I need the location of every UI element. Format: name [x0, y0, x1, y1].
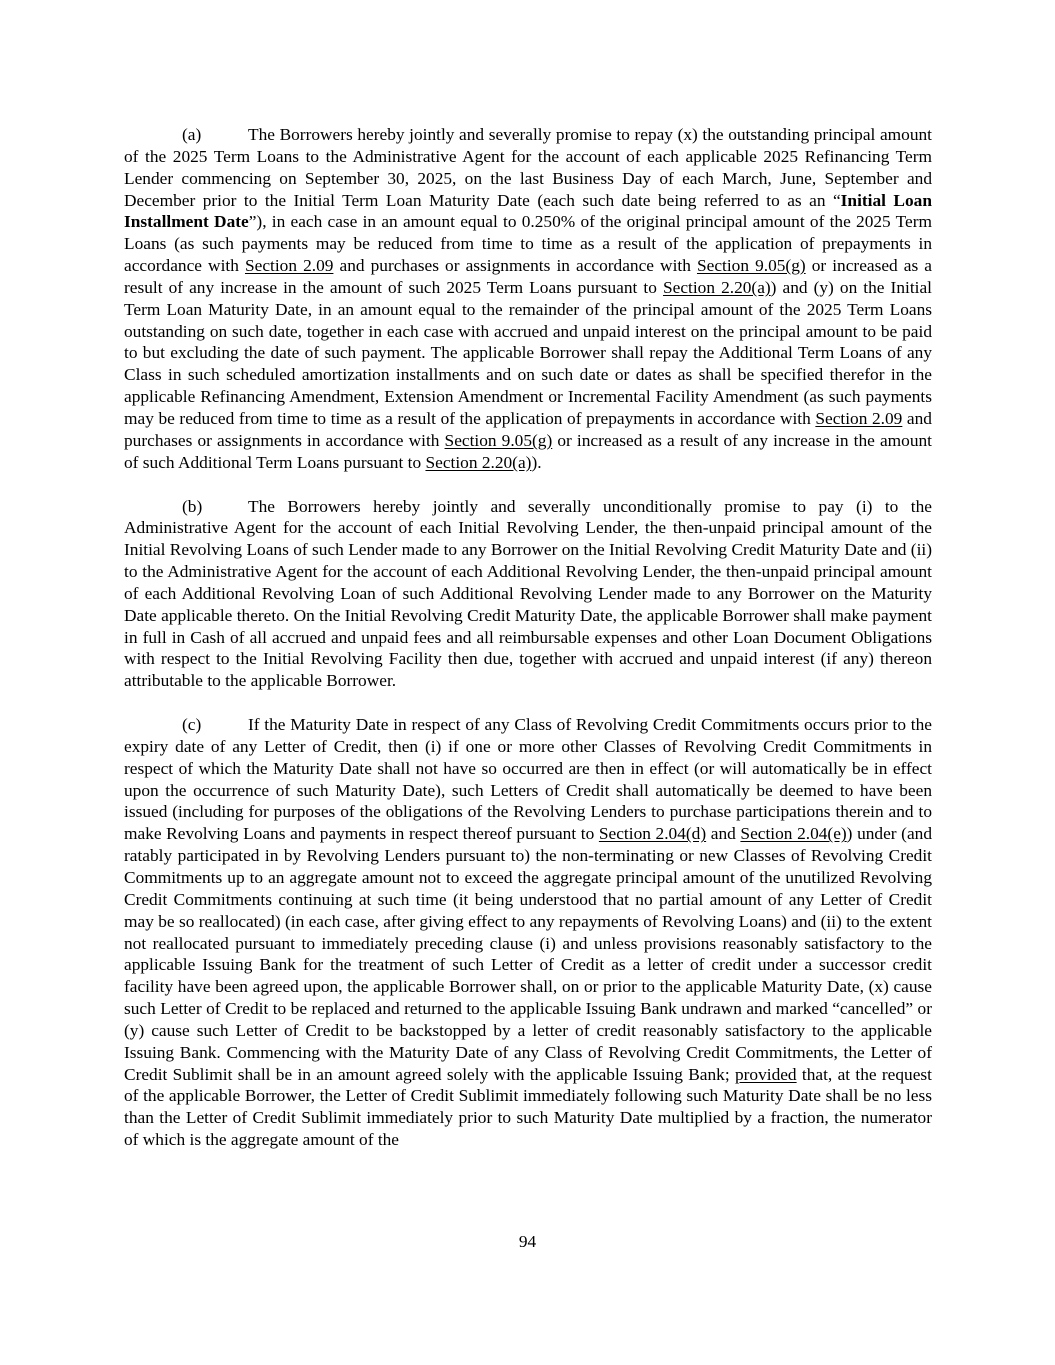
paragraph-a	[124, 124, 932, 474]
text-run: If the Maturity Date in respect of any Class of Revolving Credit Commitments occurs prior to the expiry date of any Letter of Credit, then (i) if one or more other Classes of Revolving Credit Commitments in respect of which the Maturity Date shall not have so occurred are then in effect (or will automatically be in effect upon the occurrence of such Maturity Date), such Letters of Credit shall automatically be deemed to have been issued (including for purposes of the obligations of the Revolving Lenders to purchase participations therein and to make Revolving Loans and payments in respect thereof pursuant to	[124, 715, 932, 844]
section-reference: Section 2.04(e)	[740, 824, 847, 844]
section-reference: Section 2.09	[815, 408, 903, 428]
text-run: ) and (y) on the Initial Term Loan Maturity Date, in an amount equal to the remainder of the principal amount of the 2025 Term Loans outstanding on such date, together in each case with accrued and unpaid interest on the principal amount to be paid to but excluding the date of such payment. The applicable Borrower shall repay the Additional Term Loans of any Class in such scheduled amortization installments and on such date or dates as shall be specified therefor in the applicable Refinancing Amendment, Extension Amendment or Incremental Facility Amendment (as such payments may be reduced from time to time as a result of the application of prepayments in accordance with	[124, 277, 932, 428]
text-run: ).	[531, 452, 542, 472]
text-run: and purchases or assignments in accordance with	[333, 256, 697, 276]
section-reference: Section 9.05(g)	[444, 430, 553, 450]
text-run: and	[706, 824, 741, 844]
text-run: The Borrowers hereby jointly and severally unconditionally promise to pay (i) to the Administrative Agent for the account of each Initial Revolving Lender, the then-unpaid principal amount of the Initial Revolving Loans of such Lender made to any Borrower on the Initial Revolving Credit Maturity Date and (ii) to the Administrative Agent for the account of each Additional Revolving Lender, the then-unpaid principal amount of each Additional Revolving Loan of such Additional Revolving Lender made to any Borrower on the Maturity Date applicable thereto. On the Initial Revolving Credit Maturity Date, the applicable Borrower shall make payment in full in Cash of all accrued and unpaid fees and all reimbursable expenses and other Loan Document Obligations with respect to the Initial Revolving Facility then due, together with accrued and unpaid interest (if any) thereon attributable to the applicable Borrower.	[124, 496, 932, 691]
page-number: 94	[518, 1232, 537, 1251]
paragraph-b	[124, 496, 932, 693]
paragraph-label: (a)	[182, 125, 202, 144]
text-run: The Borrowers hereby jointly and severally promise to repay (x) the outstanding principal amount of the 2025 Term Loans to the Administrative Agent for the account of each applicable 2025 Refinancing Term Lender commencing on September 30, 2025, on the last Business Day of each March, June, September and December prior to the Initial Term Loan Maturity Date (each such date being referred to as an “	[124, 125, 932, 210]
proviso-term: provided	[734, 1064, 797, 1084]
section-reference: Section 9.05(g)	[696, 256, 806, 276]
section-reference: Section 2.04(d)	[598, 824, 707, 844]
paragraph-label: (b)	[182, 496, 203, 516]
document-body	[124, 124, 932, 1151]
section-reference: Section 2.09	[244, 256, 334, 276]
section-reference: Section 2.20(a)	[662, 277, 771, 297]
text-run: ”), in each case in an amount equal to 0.250% of the original principal amount of the 2025 Term Loans (as such payments may be reduced from time to time as a result of the application of prepayments in accordance with	[124, 212, 932, 276]
text-run: or increased as a result of any increase in the amount of such 2025 Term Loans pursuant to	[124, 256, 932, 297]
text-run: ) under (and ratably participated in by Revolving Lenders pursuant to) the non-terminating or new Classes of Revolving Credit Commitments up to an aggregate amount not to exceed the aggregate principal amount of the unutilized Revolving Credit Commitments continuing at such time (it being understood that no partial amount of any Letter of Credit may be so reallocated) (in each case, after giving effect to any repayments of Revolving Loans) and (ii) to the extent not reallocated pursuant to immediately preceding clause (i) and unless provisions reasonably satisfactory to the applicable Issuing Bank for the treatment of such Letter of Credit as a letter of credit under a successor credit facility have been agreed upon, the applicable Borrower shall, on or prior to the applicable Maturity Date, (x) cause such Letter of Credit to be replaced and returned to the applicable Issuing Bank undrawn and marked “cancelled” or (y) cause such Letter of Credit to be backstopped by a letter of credit reasonably satisfactory to the applicable Issuing Bank. Commencing with the Maturity Date of any Class of Revolving Credit Commitments, the Letter of Credit Sublimit shall be in an amount agreed solely with the applicable Issuing Bank;	[124, 824, 933, 1084]
text-run: or increased as a result of any increase in the amount of such Additional Term Loans pursuant to	[124, 430, 932, 472]
text-run: and purchases or assignments in accordance with	[124, 408, 932, 450]
paragraph-c	[124, 714, 932, 1151]
defined-term: Initial Loan Installment Date	[124, 190, 932, 232]
text-run: that, at the request of the applicable Borrower, the Letter of Credit Sublimit immediately following such Maturity Date shall be no less than the Letter of Credit Sublimit immediately prior to such Maturity Date multiplied by a fraction, the numerator of which is the aggregate amount of the	[124, 1064, 932, 1150]
paragraph-label: (c)	[182, 715, 202, 735]
section-reference: Section 2.20(a)	[425, 452, 532, 472]
